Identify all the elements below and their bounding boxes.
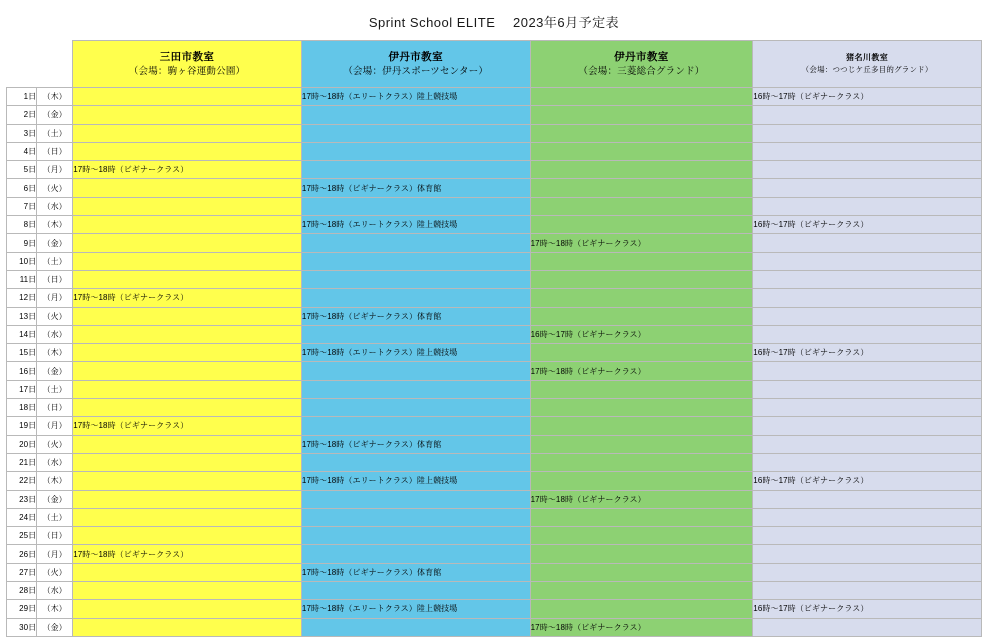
row-day-number: 13日 — [7, 307, 37, 325]
row-day-of-week: （木） — [37, 216, 73, 234]
schedule-cell-venue-3 — [530, 527, 753, 545]
schedule-cell-venue-1 — [73, 270, 302, 288]
schedule-cell-venue-4 — [753, 453, 982, 471]
schedule-cell-venue-2: 17時〜18時（ビギナークラス）体育館 — [301, 307, 530, 325]
table-row — [7, 142, 982, 160]
schedule-cell-venue-4 — [753, 508, 982, 526]
schedule-cell-venue-2 — [301, 453, 530, 471]
schedule-cell-venue-3 — [530, 88, 753, 106]
table-row — [7, 197, 982, 215]
table-row — [7, 289, 982, 307]
row-day-number: 27日 — [7, 563, 37, 581]
table-row — [7, 545, 982, 563]
venue-3-name: 伊丹市教室 — [614, 50, 669, 63]
table-row — [7, 179, 982, 197]
row-day-of-week: （水） — [37, 197, 73, 215]
row-day-of-week: （金） — [37, 490, 73, 508]
schedule-cell-venue-1 — [73, 600, 302, 618]
schedule-cell-venue-4 — [753, 270, 982, 288]
row-day-of-week: （土） — [37, 124, 73, 142]
table-row — [7, 435, 982, 453]
row-day-of-week: （月） — [37, 161, 73, 179]
schedule-cell-venue-3: 17時〜18時（ビギナークラス） — [530, 234, 753, 252]
schedule-cell-venue-3: 16時〜17時（ビギナークラス） — [530, 325, 753, 343]
schedule-cell-venue-2 — [301, 234, 530, 252]
table-row — [7, 490, 982, 508]
schedule-cell-venue-4 — [753, 380, 982, 398]
schedule-cell-venue-3 — [530, 508, 753, 526]
schedule-cell-venue-1 — [73, 234, 302, 252]
row-day-number: 22日 — [7, 472, 37, 490]
schedule-cell-venue-1 — [73, 380, 302, 398]
table-row — [7, 563, 982, 581]
header-corner-day — [7, 41, 37, 88]
schedule-cell-venue-1: 17時〜18時（ビギナークラス） — [73, 289, 302, 307]
row-day-of-week: （木） — [37, 472, 73, 490]
row-day-of-week: （土） — [37, 380, 73, 398]
row-day-number: 6日 — [7, 179, 37, 197]
row-day-number: 24日 — [7, 508, 37, 526]
schedule-cell-venue-2: 17時〜18時（エリートクラス）陸上競技場 — [301, 472, 530, 490]
table-row — [7, 600, 982, 618]
table-row — [7, 344, 982, 362]
row-day-number: 4日 — [7, 142, 37, 160]
schedule-cell-venue-2 — [301, 289, 530, 307]
schedule-cell-venue-2 — [301, 142, 530, 160]
schedule-cell-venue-4 — [753, 197, 982, 215]
venue-4-name: 猪名川教室 — [846, 52, 889, 62]
schedule-cell-venue-1 — [73, 88, 302, 106]
schedule-cell-venue-3 — [530, 124, 753, 142]
row-day-of-week: （月） — [37, 289, 73, 307]
schedule-cell-venue-1 — [73, 508, 302, 526]
row-day-number: 20日 — [7, 435, 37, 453]
schedule-cell-venue-2 — [301, 106, 530, 124]
table-row — [7, 453, 982, 471]
schedule-cell-venue-2 — [301, 252, 530, 270]
schedule-cell-venue-3 — [530, 582, 753, 600]
row-day-of-week: （日） — [37, 399, 73, 417]
table-header — [7, 41, 982, 88]
row-day-number: 17日 — [7, 380, 37, 398]
table-row — [7, 527, 982, 545]
row-day-number: 15日 — [7, 344, 37, 362]
schedule-cell-venue-1 — [73, 527, 302, 545]
schedule-cell-venue-1 — [73, 362, 302, 380]
schedule-cell-venue-1: 17時〜18時（ビギナークラス） — [73, 161, 302, 179]
row-day-of-week: （月） — [37, 545, 73, 563]
table-row — [7, 270, 982, 288]
schedule-cell-venue-2: 17時〜18時（エリートクラス）陸上競技場 — [301, 600, 530, 618]
schedule-cell-venue-1 — [73, 179, 302, 197]
schedule-cell-venue-3 — [530, 106, 753, 124]
row-day-of-week: （木） — [37, 600, 73, 618]
schedule-cell-venue-4: 16時〜17時（ビギナークラス） — [753, 600, 982, 618]
row-day-of-week: （木） — [37, 344, 73, 362]
row-day-number: 23日 — [7, 490, 37, 508]
schedule-cell-venue-1 — [73, 325, 302, 343]
schedule-cell-venue-3 — [530, 545, 753, 563]
venue-2-place: （会場：伊丹スポーツセンター） — [343, 65, 489, 77]
row-day-number: 2日 — [7, 106, 37, 124]
schedule-cell-venue-3 — [530, 417, 753, 435]
table-row — [7, 307, 982, 325]
schedule-cell-venue-2 — [301, 399, 530, 417]
schedule-cell-venue-1 — [73, 435, 302, 453]
table-row — [7, 325, 982, 343]
schedule-cell-venue-3 — [530, 142, 753, 160]
schedule-cell-venue-2 — [301, 380, 530, 398]
schedule-cell-venue-3: 17時〜18時（ビギナークラス） — [530, 362, 753, 380]
column-header-venue-2 — [301, 41, 530, 88]
schedule-cell-venue-2: 17時〜18時（エリートクラス）陸上競技場 — [301, 344, 530, 362]
table-row — [7, 618, 982, 636]
row-day-of-week: （日） — [37, 270, 73, 288]
table-row — [7, 508, 982, 526]
schedule-cell-venue-3: 17時〜18時（ビギナークラス） — [530, 490, 753, 508]
schedule-cell-venue-2 — [301, 527, 530, 545]
schedule-cell-venue-1 — [73, 582, 302, 600]
schedule-cell-venue-3: 17時〜18時（ビギナークラス） — [530, 618, 753, 636]
page-title: Sprint School ELITE 2023年6月予定表 — [368, 15, 620, 30]
row-day-number: 19日 — [7, 417, 37, 435]
row-day-of-week: （金） — [37, 234, 73, 252]
schedule-cell-venue-3 — [530, 197, 753, 215]
table-row — [7, 399, 982, 417]
schedule-cell-venue-4 — [753, 399, 982, 417]
row-day-of-week: （水） — [37, 453, 73, 471]
schedule-cell-venue-1 — [73, 563, 302, 581]
table-body — [7, 88, 982, 637]
schedule-cell-venue-3 — [530, 289, 753, 307]
schedule-cell-venue-4 — [753, 527, 982, 545]
schedule-cell-venue-2: 17時〜18時（ビギナークラス）体育館 — [301, 179, 530, 197]
table-row — [7, 124, 982, 142]
schedule-cell-venue-1 — [73, 344, 302, 362]
schedule-cell-venue-1 — [73, 216, 302, 234]
row-day-of-week: （金） — [37, 106, 73, 124]
row-day-of-week: （水） — [37, 325, 73, 343]
schedule-cell-venue-3 — [530, 270, 753, 288]
schedule-cell-venue-1 — [73, 490, 302, 508]
schedule-cell-venue-3 — [530, 307, 753, 325]
schedule-cell-venue-2: 17時〜18時（エリートクラス）陸上競技場 — [301, 216, 530, 234]
schedule-cell-venue-1 — [73, 453, 302, 471]
schedule-cell-venue-4 — [753, 417, 982, 435]
schedule-cell-venue-1 — [73, 399, 302, 417]
schedule-cell-venue-1 — [73, 106, 302, 124]
schedule-cell-venue-3 — [530, 600, 753, 618]
row-day-number: 18日 — [7, 399, 37, 417]
row-day-number: 1日 — [7, 88, 37, 106]
row-day-number: 12日 — [7, 289, 37, 307]
schedule-cell-venue-2 — [301, 508, 530, 526]
row-day-of-week: （土） — [37, 508, 73, 526]
schedule-cell-venue-4 — [753, 106, 982, 124]
row-day-number: 11日 — [7, 270, 37, 288]
schedule-cell-venue-4 — [753, 179, 982, 197]
schedule-cell-venue-3 — [530, 179, 753, 197]
table-row — [7, 252, 982, 270]
schedule-cell-venue-4: 16時〜17時（ビギナークラス） — [753, 88, 982, 106]
schedule-cell-venue-3 — [530, 216, 753, 234]
schedule-cell-venue-2 — [301, 582, 530, 600]
row-day-number: 7日 — [7, 197, 37, 215]
row-day-number: 10日 — [7, 252, 37, 270]
row-day-of-week: （金） — [37, 618, 73, 636]
schedule-table — [6, 40, 982, 637]
schedule-cell-venue-3 — [530, 472, 753, 490]
schedule-cell-venue-3 — [530, 344, 753, 362]
table-row — [7, 380, 982, 398]
schedule-cell-venue-4: 16時〜17時（ビギナークラス） — [753, 344, 982, 362]
row-day-number: 16日 — [7, 362, 37, 380]
row-day-number: 5日 — [7, 161, 37, 179]
schedule-cell-venue-2 — [301, 124, 530, 142]
venue-2-name: 伊丹市教室 — [388, 50, 443, 63]
column-header-venue-1 — [73, 41, 302, 88]
table-row — [7, 362, 982, 380]
table-row — [7, 88, 982, 106]
row-day-number: 3日 — [7, 124, 37, 142]
row-day-of-week: （土） — [37, 252, 73, 270]
row-day-of-week: （火） — [37, 307, 73, 325]
schedule-cell-venue-2 — [301, 490, 530, 508]
schedule-cell-venue-1 — [73, 197, 302, 215]
row-day-number: 8日 — [7, 216, 37, 234]
schedule-cell-venue-4 — [753, 435, 982, 453]
schedule-cell-venue-3 — [530, 399, 753, 417]
schedule-cell-venue-4: 16時〜17時（ビギナークラス） — [753, 472, 982, 490]
schedule-cell-venue-4: 16時〜17時（ビギナークラス） — [753, 216, 982, 234]
schedule-cell-venue-4 — [753, 545, 982, 563]
row-day-of-week: （月） — [37, 417, 73, 435]
row-day-of-week: （火） — [37, 435, 73, 453]
schedule-cell-venue-3 — [530, 453, 753, 471]
row-day-number: 21日 — [7, 453, 37, 471]
table-row — [7, 472, 982, 490]
header-corner-dow — [37, 41, 73, 88]
row-day-of-week: （金） — [37, 362, 73, 380]
venue-1-name: 三田市教室 — [159, 50, 215, 63]
schedule-cell-venue-4 — [753, 124, 982, 142]
schedule-cell-venue-1 — [73, 472, 302, 490]
schedule-cell-venue-2 — [301, 362, 530, 380]
schedule-cell-venue-4 — [753, 161, 982, 179]
schedule-cell-venue-2: 17時〜18時（ビギナークラス）体育館 — [301, 435, 530, 453]
schedule-cell-venue-4 — [753, 234, 982, 252]
schedule-cell-venue-1 — [73, 124, 302, 142]
schedule-cell-venue-2 — [301, 417, 530, 435]
row-day-number: 28日 — [7, 582, 37, 600]
venue-3-place: （会場：三菱総合グランド） — [578, 65, 705, 77]
schedule-cell-venue-1 — [73, 142, 302, 160]
row-day-number: 30日 — [7, 618, 37, 636]
schedule-cell-venue-3 — [530, 380, 753, 398]
schedule-cell-venue-4 — [753, 307, 982, 325]
schedule-cell-venue-1 — [73, 618, 302, 636]
column-header-venue-3 — [530, 41, 753, 88]
column-header-venue-4 — [753, 41, 982, 88]
row-day-of-week: （木） — [37, 88, 73, 106]
table-row — [7, 106, 982, 124]
schedule-cell-venue-3 — [530, 563, 753, 581]
schedule-cell-venue-1: 17時〜18時（ビギナークラス） — [73, 417, 302, 435]
schedule-cell-venue-1 — [73, 307, 302, 325]
schedule-cell-venue-3 — [530, 252, 753, 270]
schedule-cell-venue-4 — [753, 325, 982, 343]
schedule-cell-venue-2 — [301, 618, 530, 636]
schedule-cell-venue-2 — [301, 161, 530, 179]
venue-1-place: （会場：駒ヶ谷運動公園） — [128, 65, 246, 77]
schedule-cell-venue-1: 17時〜18時（ビギナークラス） — [73, 545, 302, 563]
venue-4-place: （会場：つつじケ丘多目的グランド） — [801, 65, 933, 75]
table-row — [7, 161, 982, 179]
schedule-cell-venue-3 — [530, 161, 753, 179]
row-day-of-week: （火） — [37, 563, 73, 581]
row-day-of-week: （水） — [37, 582, 73, 600]
row-day-number: 9日 — [7, 234, 37, 252]
schedule-cell-venue-2: 17時〜18時（エリートクラス）陸上競技場 — [301, 88, 530, 106]
schedule-cell-venue-2 — [301, 197, 530, 215]
schedule-cell-venue-4 — [753, 618, 982, 636]
table-row — [7, 216, 982, 234]
schedule-cell-venue-4 — [753, 490, 982, 508]
table-row — [7, 582, 982, 600]
schedule-cell-venue-2: 17時〜18時（ビギナークラス）体育館 — [301, 563, 530, 581]
row-day-number: 29日 — [7, 600, 37, 618]
schedule-cell-venue-2 — [301, 325, 530, 343]
schedule-cell-venue-2 — [301, 270, 530, 288]
schedule-cell-venue-1 — [73, 252, 302, 270]
schedule-cell-venue-4 — [753, 142, 982, 160]
schedule-cell-venue-4 — [753, 289, 982, 307]
table-row — [7, 234, 982, 252]
schedule-cell-venue-4 — [753, 563, 982, 581]
schedule-cell-venue-4 — [753, 362, 982, 380]
row-day-number: 14日 — [7, 325, 37, 343]
schedule-cell-venue-2 — [301, 545, 530, 563]
row-day-of-week: （日） — [37, 527, 73, 545]
schedule-cell-venue-4 — [753, 582, 982, 600]
row-day-number: 25日 — [7, 527, 37, 545]
row-day-number: 26日 — [7, 545, 37, 563]
row-day-of-week: （日） — [37, 142, 73, 160]
table-row — [7, 417, 982, 435]
schedule-cell-venue-3 — [530, 435, 753, 453]
row-day-of-week: （火） — [37, 179, 73, 197]
schedule-cell-venue-4 — [753, 252, 982, 270]
